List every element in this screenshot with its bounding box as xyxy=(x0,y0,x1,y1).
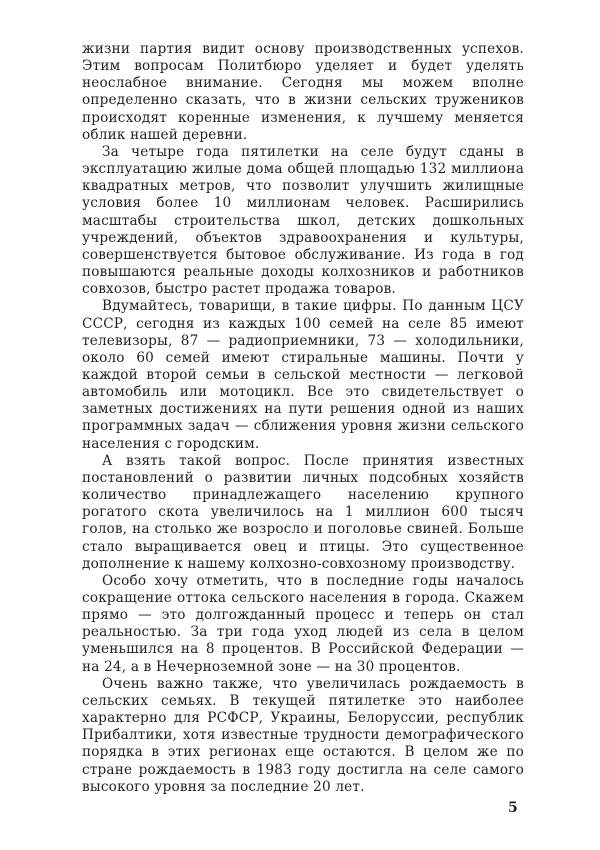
page-number: 5 xyxy=(508,800,518,816)
paragraph-birth-rate: Очень важно также, что увеличилась рождаемость в сельских семьях. В текущей пятилетке это наиболее характерно для РСФСР, Украины, Белоруссии, республик Прибалтики, хотя известные трудности демографического порядка в этих регионах еще остаются. В целом же по стране рождаемость в 1983 году достигла на селе самого высокого уровня за последние 20 лет. xyxy=(82,675,524,795)
page-body-text xyxy=(82,41,524,796)
paragraph-migration: Особо хочу отметить, что в последние годы началось сокращение оттока сельского населения в города. Скажем прямо — это долгожданный процесс и теперь он стал реальностью. За три года уход людей из села в целом уменьшился на 8 процентов. В Российской Федерации — на 24, а в Нечерноземной зоне — на 30 процентов. xyxy=(82,572,524,675)
paragraph-statistics: Вдумайтесь, товарищи, в такие цифры. По данным ЦСУ СССР, сегодня из каждых 100 семей на селе 85 имеют телевизоры, 87 — радиоприемники, 73 — холодильники, около 60 семей имеют стиральные машины. Почти у каждой второй семьи в сельской местности — легковой автомобиль или мотоцикл. Все это свидетельствует о заметных достижениях на пути решения одной из наших программных задач — сближения уровня жизни сельского населения с городским. xyxy=(82,298,524,452)
paragraph-livestock: А взять такой вопрос. После принятия известных постановлений о развитии личных подсобных хозяйств количество принадлежащего населению крупного рогатого скота увеличилось на 1 миллион 600 тысяч голов, на столько же возросло и поголовье свиней. Больше стало выращивается овец и птицы. Это существенное дополнение к нашему колхозно-совхозному производству. xyxy=(82,452,524,572)
paragraph-housing: За четыре года пятилетки на селе будут сданы в эксплуатацию жилые дома общей площадью 132 миллиона квадратных метров, что позволит улучшить жилищные условия более 10 миллионам человек. Расширились масштабы строительства школ, детских дошкольных учреждений, объектов здравоохранения и культуры, совершенствуется бытовое обслуживание. Из года в год повышаются реальные доходы колхозников и работников совхозов, быстро растет продажа товаров. xyxy=(82,143,524,298)
paragraph-continuation: жизни партия видит основу производственных успехов. Этим вопросам Политбюро уделяет и будет уделять неослабное внимание. Сегодня мы можем вполне определенно сказать, что в жизни сельских тружеников происходят коренные изменения, к лучшему меняется облик нашей деревни. xyxy=(82,41,524,143)
